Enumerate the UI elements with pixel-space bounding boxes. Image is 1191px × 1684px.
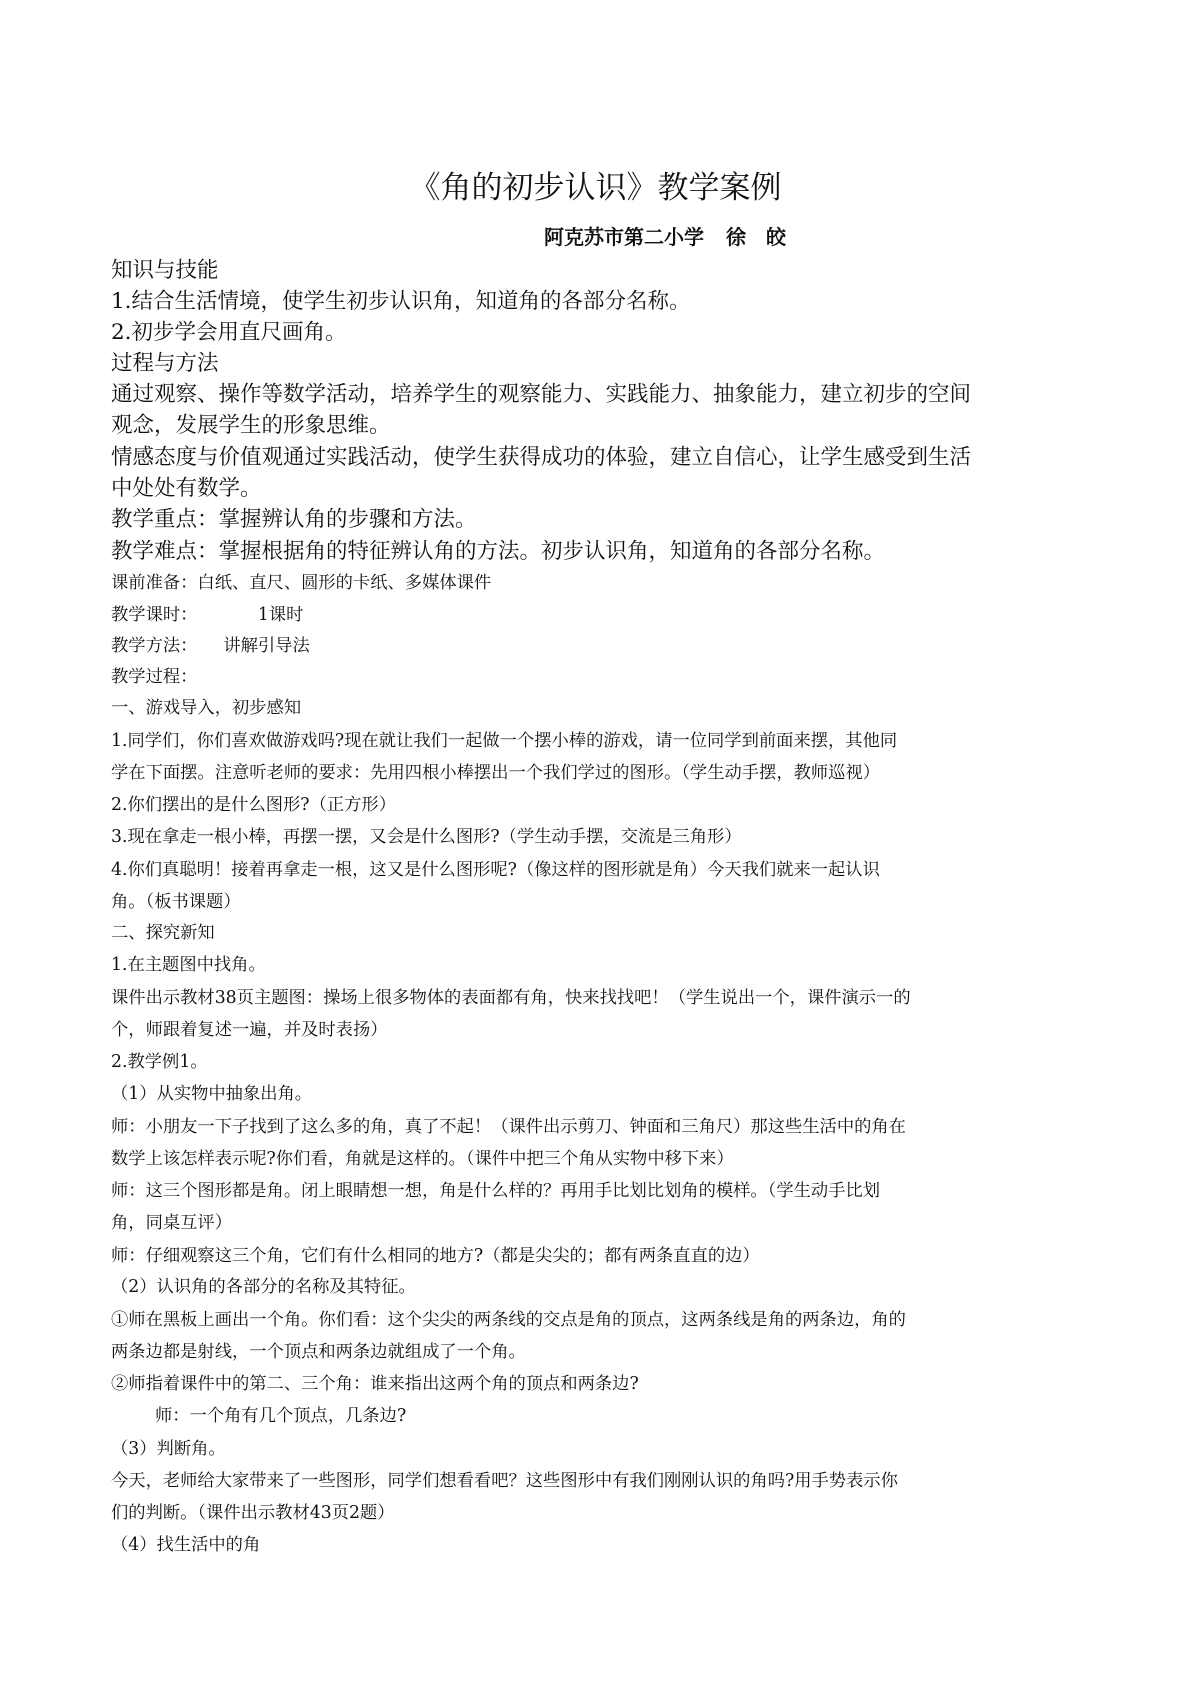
- body-line: 们的判断。（课件出示教材43页2题）: [111, 1503, 395, 1523]
- body-line: 教学方法： 讲解引导法: [111, 636, 310, 656]
- body-line: ②师指着课件中的第二、三个角：谁来指出这两个角的顶点和两条边?: [111, 1374, 639, 1394]
- body-line: ①师在黑板上画出一个角。你们看：这个尖尖的两条线的交点是角的顶点，这两条线是角的两条边，角的: [111, 1310, 906, 1330]
- body-line: 师：一个角有几个顶点，几条边?: [155, 1406, 407, 1426]
- body-line: 2.你们摆出的是什么图形?（正方形）: [111, 795, 396, 815]
- body-line: 中处处有数学。: [111, 476, 262, 501]
- body-line: 课前准备：白纸、直尺、圆形的卡纸、多媒体课件: [111, 573, 492, 593]
- body-line: 一、游戏导入，初步感知: [111, 698, 302, 718]
- body-line: 1.结合生活情境，使学生初步认识角，知道角的各部分名称。: [111, 289, 691, 314]
- body-line: 角，同桌互评）: [111, 1213, 232, 1233]
- body-line: 师：仔细观察这三个角，它们有什么相同的地方?（都是尖尖的；都有两条直直的边）: [111, 1246, 760, 1266]
- author-name: 徐 皎: [726, 225, 786, 249]
- body-line: 教学过程：: [111, 667, 198, 687]
- body-line: 1.同学们，你们喜欢做游戏吗?现在就让我们一起做一个摆小棒的游戏，请一位同学到前面来摆，其他同: [111, 731, 898, 751]
- body-line: 师：这三个图形都是角。闭上眼睛想一想，角是什么样的？再用手比划比划角的模样。（学生动手比划: [111, 1181, 881, 1201]
- body-line: 角。（板书课题）: [111, 892, 241, 912]
- body-line: 知识与技能: [111, 258, 219, 283]
- body-line: （4）找生活中的角: [111, 1535, 261, 1555]
- body-line: 师：小朋友一下子找到了这么多的角，真了不起！（课件出示剪刀、钟面和三角尺）那这些生活中的角在: [111, 1117, 906, 1137]
- body-line: 观念，发展学生的形象思维。: [111, 413, 391, 438]
- body-line: 教学重点：掌握辨认角的步骤和方法。: [111, 507, 477, 532]
- body-line: 1.在主题图中找角。: [111, 955, 266, 975]
- body-line: 教学课时： 1课时: [111, 605, 304, 625]
- body-line: 情感态度与价值观通过实践活动，使学生获得成功的体验，建立自信心，让学生感受到生活: [111, 445, 972, 470]
- body-line: 4.你们真聪明！接着再拿走一根，这又是什么图形呢?（像这样的图形就是角）今天我们就来一起认识: [111, 860, 880, 880]
- body-line: 过程与方法: [111, 351, 219, 376]
- body-line: 两条边都是射线，一个顶点和两条边就组成了一个角。: [111, 1342, 526, 1362]
- body-line: 数学上该怎样表示呢?你们看，角就是这样的。（课件中把三个角从实物中移下来）: [111, 1149, 734, 1169]
- body-line: （1）从实物中抽象出角。: [111, 1084, 313, 1104]
- document-title: 《角的初步认识》教学案例: [409, 170, 782, 206]
- body-line: 2.初步学会用直尺画角。: [111, 320, 347, 345]
- body-line: 今天，老师给大家带来了一些图形，同学们想看看吧？这些图形中有我们刚刚认识的角吗?用手势表示你: [111, 1471, 898, 1491]
- body-line: 2.教学例1。: [111, 1052, 208, 1072]
- body-line: 课件出示教材38页主题图：操场上很多物体的表面都有角，快来找找吧！（学生说出一个，课件演示一的: [111, 988, 911, 1008]
- body-line: 学在下面摆。注意听老师的要求：先用四根小棒摆出一个我们学过的图形。（学生动手摆，教师巡视）: [111, 763, 881, 783]
- body-line: 个，师跟着复述一遍，并及时表扬）: [111, 1020, 388, 1040]
- body-line: 3.现在拿走一根小棒，再摆一摆，又会是什么图形?（学生动手摆，交流是三角形）: [111, 827, 742, 847]
- body-line: 二、探究新知: [111, 923, 215, 943]
- body-line: （3）判断角。: [111, 1439, 226, 1459]
- body-line: 通过观察、操作等数学活动，培养学生的观察能力、实践能力、抽象能力，建立初步的空间: [111, 382, 972, 407]
- school-name: 阿克苏市第二小学: [544, 225, 704, 249]
- author-line: [150, 223, 1180, 251]
- body-line: （2）认识角的各部分的名称及其特征。: [111, 1277, 416, 1297]
- body-line: 教学难点：掌握根据角的特征辨认角的方法。初步认识角，知道角的各部分名称。: [111, 539, 886, 564]
